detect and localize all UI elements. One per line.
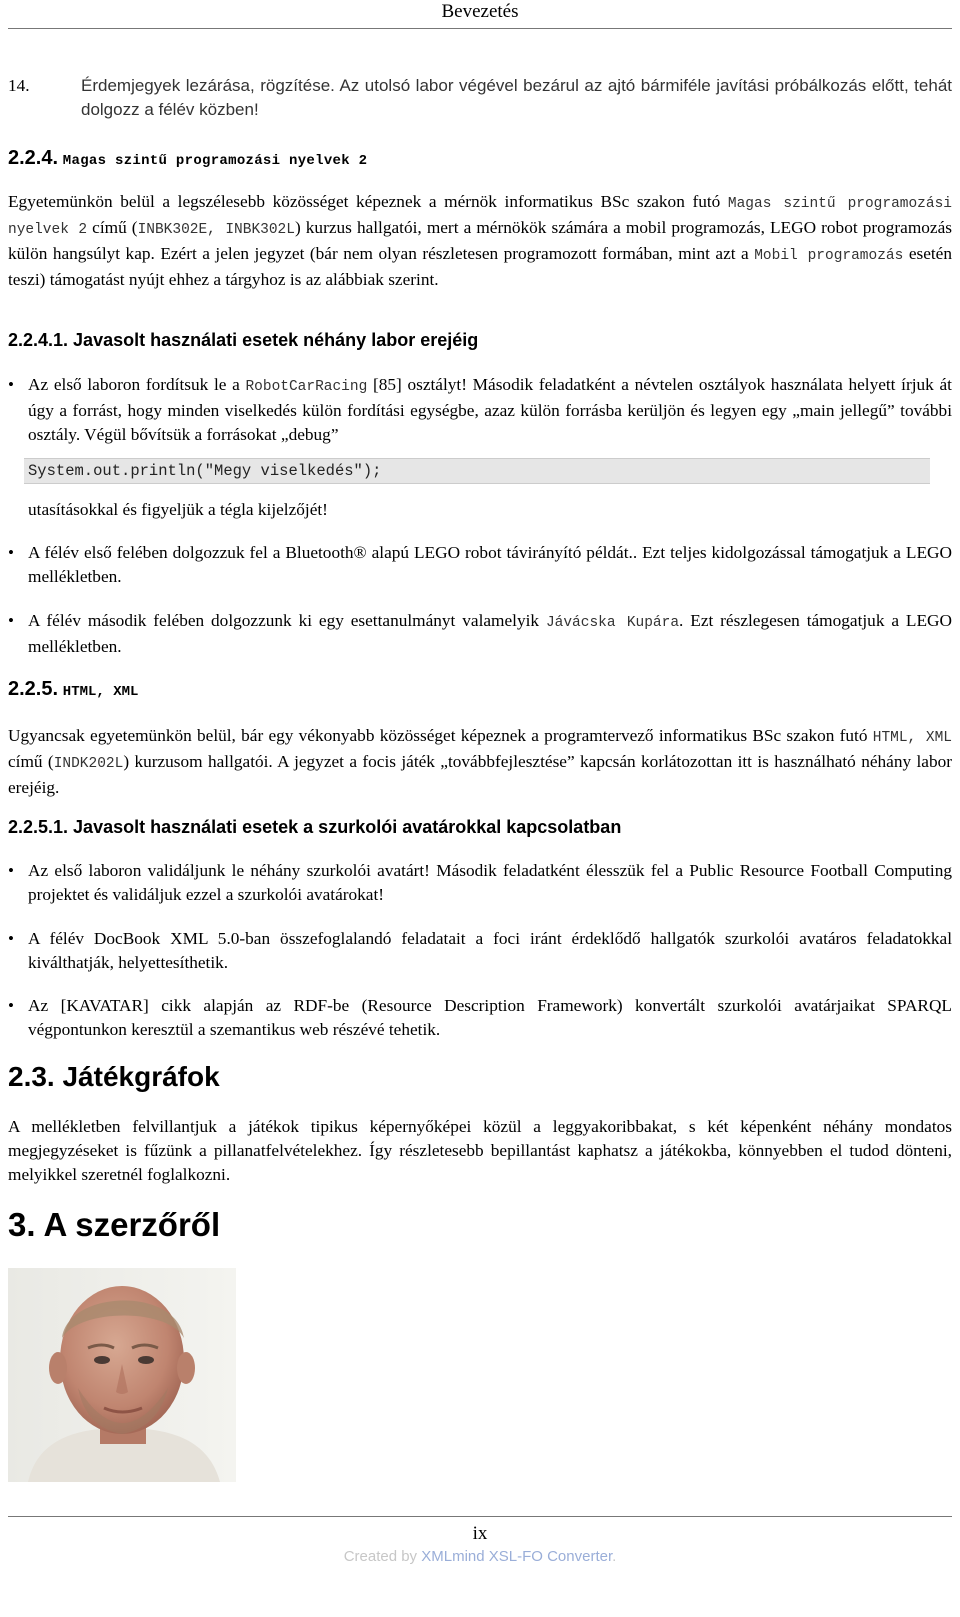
section-heading-2-2-4 [8,146,367,173]
bullet-marker: • [8,543,14,562]
paragraph-jatekgrafok: A mellékletben felvillantjuk a játékok tipikus képernyőképei közül a leggyakoribbakat, s két képenként néhány mondatos megjegyzéseket is fűzünk a pillanatfelvételekhez. Így részletesebb bepillantást kaphatsz a játékokba, könnyebben el tudod dönteni, melyikkel szeretnél foglalkozni. [8,1117,952,1184]
text-run: Ugyancsak egyetemünkön belül, bár egy vékonyabb közösséget képeznek a programtervező informatikus BSc szakon futó [8,726,873,745]
text-run: Az első laboron fordítsuk le a [28,375,246,394]
bullet-item-continuation: utasításokkal és figyeljük a tégla kijelzőjét! [28,500,328,519]
course-code: INBK302E, INBK302L [137,222,295,238]
page-number: ix [472,1523,488,1544]
author-photo [8,1268,236,1482]
text-run: A félév második felében dolgozzunk ki egy esettanulmányt valamelyik [28,611,546,630]
bullet-marker: • [8,611,14,630]
section-title: HTML, XML [62,684,139,700]
bullet-marker: • [8,861,14,880]
course-code: INDK202L [53,756,124,772]
bullet-marker: • [8,929,14,948]
paragraph-magas-szintu [8,190,952,292]
bullet-marker: • [8,996,14,1015]
text-run: című ( [87,218,138,237]
chapter-heading-author: 3. A szerzőről [8,1206,221,1243]
text-run: című ( [8,752,54,771]
text-run: . Ezt részlegesen támogatjuk a LEGO mellékletben. [28,611,952,656]
paragraph-html-xml [8,724,952,800]
course-name-code: Magas szintű programozási nyelvek 2 [8,196,952,238]
converter-watermark [0,1547,960,1567]
watermark-prefix: Created by [343,1548,422,1565]
code-block [24,458,930,484]
section-heading-2-2-5 [8,676,138,705]
section-number: 2.2.4. [8,147,59,169]
bullet-item-docbook: A félév DocBook XML 5.0-ban összefoglalandó feladatait a foci iránt érdeklődő hallgatók szurkolói avatáros feladatokkal kiválthatják, helyettesíthetik. [28,929,952,972]
bullet-item-robotcarracing [28,373,952,447]
running-header: Bevezetés [441,1,519,22]
text-run: ) kurzusom hallgatói. A jegyzet a focis játék „továbbfejlesztése” kapcsán korlátozottan itt is használható néhány labor erejéig. [8,752,952,797]
bullet-marker: • [8,375,14,394]
bullet-item-validate-avatars: Az első laboron validáljunk le néhány szurkolói avatárt! Második feladatként élesszük fel a Public Resource Football Computing projektet és validáljuk ezzel a szurkolói avatárokat! [28,861,952,904]
course-name-code: Mobil programozás [754,248,904,264]
subsection-heading-2-2-5-1: 2.2.5.1. Javasolt használati esetek a szurkolói avatárokkal kapcsolatban [8,817,622,837]
bullet-item-kavatar: Az [KAVATAR] cikk alapján az RDF-be (Resource Description Framework) konvertált szurkolói avatárjaikat SPARQL végpontunkon keresztül a szemantikus web részévé tehetik. [28,996,952,1039]
code-line: System.out.println("Megy viselkedés"); [28,462,382,480]
text-run: Egyetemünkön belül a legszélesebb közösséget képeznek a mérnök informatikus BSc szakon futó [8,192,728,211]
text-run: ) kurzus hallgatói, mert a mérnökök számára a mobil programozás, LEGO robot programozás külön hangsúlyt kap. Ezért a jelen jegyzet (bár nem olyan részletesen programozott formában, mint azt a [8,218,952,263]
watermark-brand: XMLmind XSL-FO Converter [421,1548,613,1565]
text-run: [85] osztályt! Második feladatként a névtelen osztályok használata helyett írjuk át úgy a forrást, hogy minden viselkedés külön fordítási egységbe, azaz külön forrásba kerüljön és legyen egy „main jellegű” további osztály. Végül bővítsük a forrásokat „debug” [28,375,952,444]
text-run: esetén teszi) támogatást nyújt ehhez a tárgyhoz is az alábbiak szerint. [8,244,952,289]
section-title: Magas szintű programozási nyelvek 2 [62,153,368,169]
class-name-code: RobotCarRacing [245,379,368,395]
list-item-text: Érdemjegyek lezárása, rögzítése. Az utolsó labor végével bezárul az ajtó bármiféle javítási próbálkozás előtt, tehát dolgozz a félév közben! [81,76,952,119]
watermark-suffix: . [612,1548,617,1565]
section-heading-2-3: 2.3. Játékgráfok [8,1061,220,1092]
subsection-heading-2-2-4-1: 2.2.4.1. Javasolt használati esetek néhány labor erejéig [8,330,479,350]
bullet-item-bluetooth: A félév első felében dolgozzuk fel a Bluetooth® alapú LEGO robot távirányító példát.. Ezt teljes kidolgozással támogatjuk a LEGO mellékletben. [28,543,952,586]
bullet-item-javacska [28,609,952,659]
cup-name-code: Jávácska Kupára [545,615,680,631]
list-item-number: 14. [8,76,30,95]
section-number: 2.2.5. [8,678,59,700]
footer-divider [8,1516,952,1517]
course-name-code: HTML, XML [872,730,952,746]
header-divider [8,28,952,29]
